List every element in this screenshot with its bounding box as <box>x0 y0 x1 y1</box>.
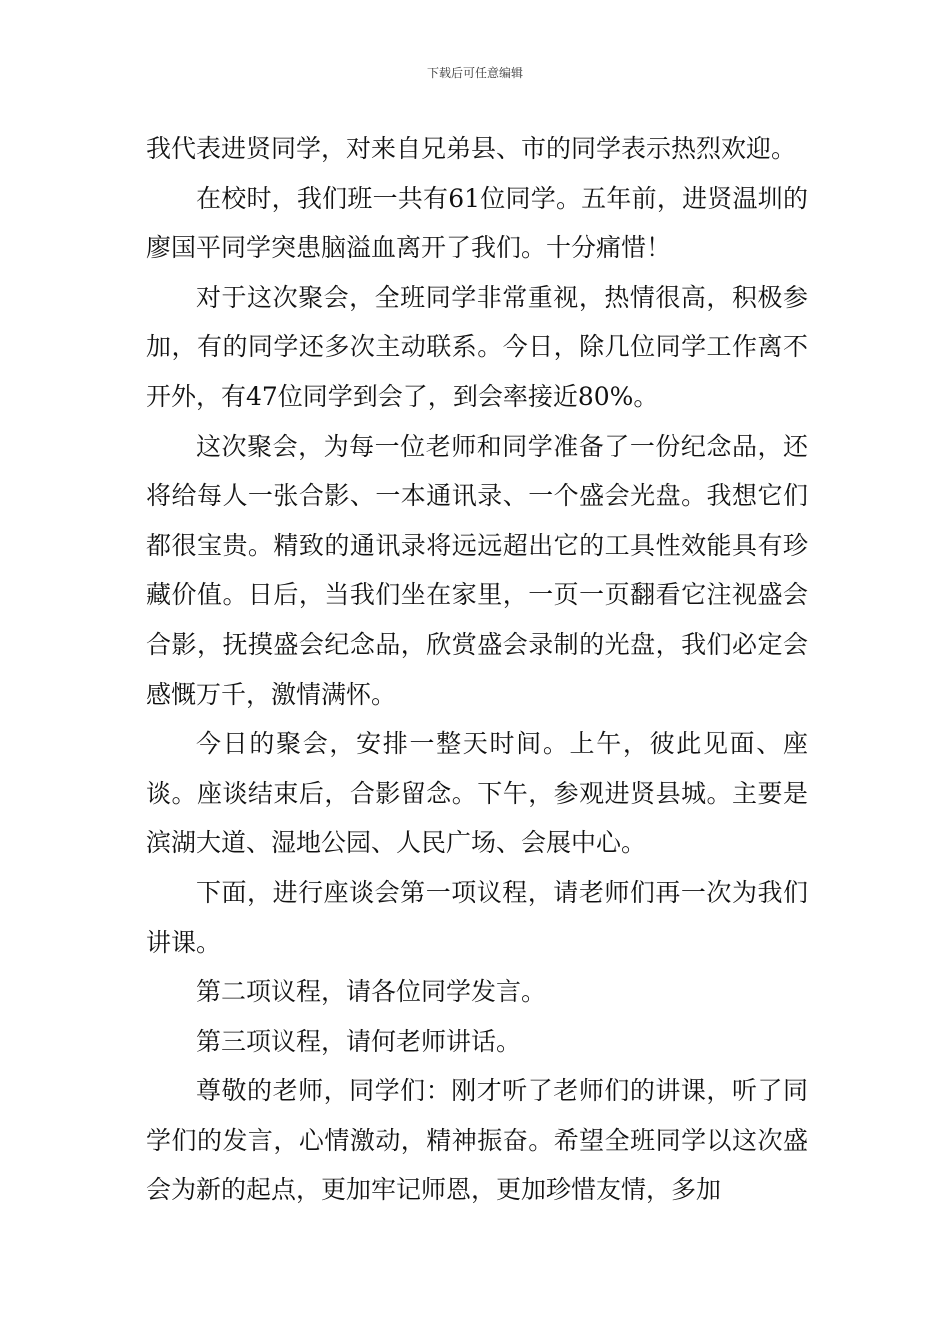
paragraph: 下面，进行座谈会第一项议程，请老师们再一次为我们讲课。 <box>146 877 808 957</box>
page-header: 下载后可任意编辑 <box>426 66 523 80</box>
paragraph: 在校时，我们班一共有61位同学。五年前，进贤温圳的廖国平同学突患脑溢血离开了我们。十分痛惜！ <box>146 183 808 263</box>
paragraph: 第三项议程，请何老师讲话。 <box>196 1026 522 1056</box>
document-body <box>146 124 808 1215</box>
paragraph: 我代表进贤同学，对来自兄弟县、市的同学表示热烈欢迎。 <box>146 134 797 163</box>
paragraph: 今日的聚会，安排一整天时间。上午，彼此见面、座谈。座谈结束后，合影留念。下午，参观进贤县城。主要是滨湖大道、湿地公园、人民广场、会展中心。 <box>146 729 808 858</box>
paragraph: 对于这次聚会，全班同学非常重视，热情很高，积极参加，有的同学还多次主动联系。今日，除几位同学工作离不开外，有47位同学到会了，到会率接近80%。 <box>146 282 808 411</box>
paragraph: 第二项议程，请各位同学发言。 <box>196 977 547 1007</box>
paragraph: 这次聚会，为每一位老师和同学准备了一份纪念品，还将给每人一张合影、一本通讯录、一个盛会光盘。我想它们都很宝贵。精致的通讯录将远远超出它的工具性效能具有珍藏价值。日后，当我们坐在家里，一页一页翻看它注视盛会合影，抚摸盛会纪念品，欣赏盛会录制的光盘，我们必定会感慨万千，激情满怀。 <box>146 431 808 709</box>
paragraph: 尊敬的老师，同学们：刚才听了老师们的讲课，听了同学们的发言，心情激动，精神振奋。希望全班同学以这次盛会为新的起点，更加牢记师恩，更加珍惜友情，多加 <box>146 1076 808 1205</box>
